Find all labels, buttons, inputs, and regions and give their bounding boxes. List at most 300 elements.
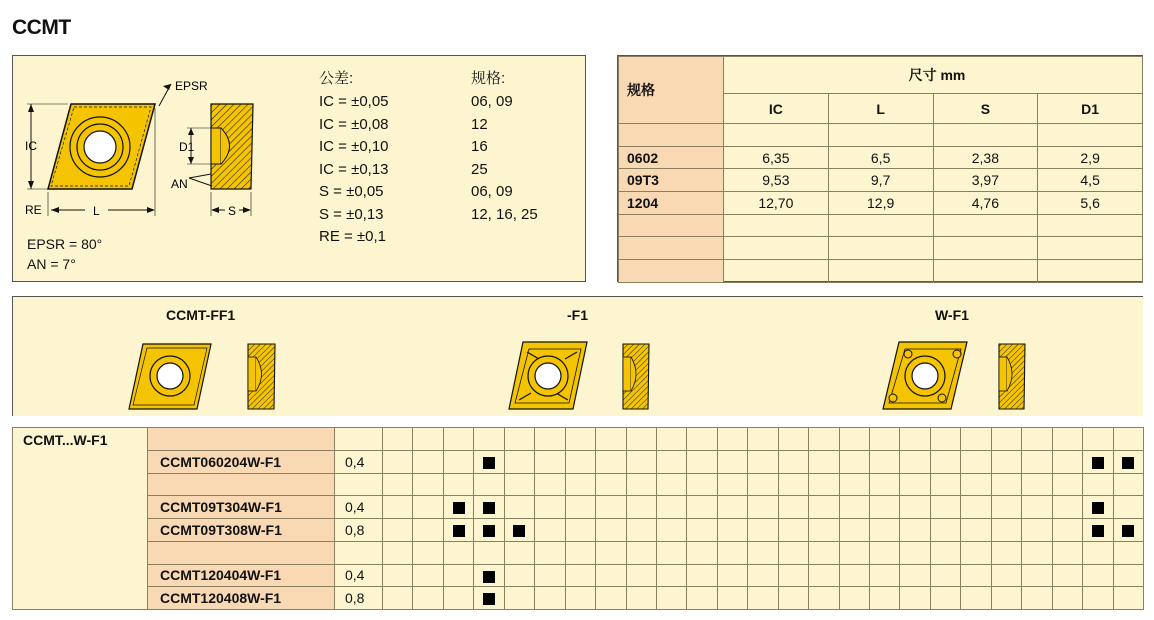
availability-mark-icon [1122,457,1134,469]
grid-cell [596,473,626,496]
grid-cell [717,496,747,519]
grid-cell [900,473,930,496]
grid-cell [1052,496,1082,519]
corner-radius: 0,8 [335,519,383,542]
grid-cell [626,519,656,542]
grid-cell [1022,496,1052,519]
grid-cell [778,564,808,587]
grid-cell [1022,564,1052,587]
table-row [619,192,1143,215]
grid-cell [687,450,717,473]
product-row [13,564,1144,587]
column-header: D1 [1038,94,1143,124]
product-code: CCMT120404W-F1 [148,564,335,587]
insert-wf1-image [883,342,967,409]
grid-cell [1113,450,1143,473]
grid-cell [687,428,717,451]
grid-cell [383,587,413,610]
tolerance-item: IC = ±0,08 [319,115,389,133]
grid-cell [413,587,443,610]
grid-cell [443,428,473,451]
product-row [13,450,1144,473]
grid-cell [383,496,413,519]
grid-cell [565,450,595,473]
grid-cell [626,496,656,519]
grid-cell [504,428,534,451]
grid-cell [930,519,960,542]
availability-mark-icon [453,525,465,537]
tolerance-size-list [471,66,538,226]
insert-types-panel [12,296,1143,416]
grid-cell [930,564,960,587]
availability-mark-icon [1092,457,1104,469]
grid-cell [1113,473,1143,496]
grid-cell [900,541,930,564]
grid-cell [474,564,504,587]
corner-radius [335,428,383,451]
grid-cell [656,519,686,542]
product-code [148,428,335,451]
epsr-note: EPSR = 80° [27,236,103,252]
grid-cell [413,519,443,542]
grid-cell [1083,473,1113,496]
type-label-ff1: CCMT-FF1 [166,307,236,323]
grid-cell [1083,519,1113,542]
corner-radius: 0,8 [335,587,383,610]
table-cell: 5,6 [1038,192,1143,215]
tolerance-item: RE = ±0,1 [319,228,387,245]
table-cell: 6,35 [724,146,829,169]
grid-cell [870,564,900,587]
grid-cell [778,519,808,542]
grid-cell [748,519,778,542]
grid-cell [930,450,960,473]
grid-cell [474,496,504,519]
grid-cell [535,587,565,610]
grid-cell [443,450,473,473]
grid-cell [535,564,565,587]
grid-cell [1022,473,1052,496]
grid-cell [717,564,747,587]
grid-cell [687,587,717,610]
grid-cell [1052,564,1082,587]
grid-cell [1113,428,1143,451]
grid-cell [961,450,991,473]
grid-cell [596,587,626,610]
grid-cell [565,473,595,496]
grid-cell [565,496,595,519]
tolerance-size-item: 16 [471,138,488,155]
grid-cell [383,450,413,473]
grid-cell [535,428,565,451]
grid-cell [717,587,747,610]
grid-cell [1083,587,1113,610]
grid-cell [991,428,1021,451]
tolerance-item: IC = ±0,10 [319,138,389,155]
grid-cell [413,473,443,496]
grid-cell [565,587,595,610]
grid-cell [504,587,534,610]
product-row [13,473,1144,496]
grid-cell [930,473,960,496]
grid-cell [1052,450,1082,473]
availability-mark-icon [453,502,465,514]
table-cell: 12,9 [828,192,933,215]
availability-mark-icon [483,525,495,537]
grid-cell [961,473,991,496]
grid-cell [535,541,565,564]
size-header: 规格: [471,70,506,87]
grid-cell [1022,587,1052,610]
availability-mark-icon [513,525,525,537]
product-code: CCMT120408W-F1 [148,587,335,610]
grid-cell [961,564,991,587]
grid-cell [930,541,960,564]
product-code: CCMT09T304W-F1 [148,496,335,519]
grid-cell [1052,541,1082,564]
grid-cell [870,541,900,564]
grid-cell [870,496,900,519]
grid-cell [474,450,504,473]
grid-cell [1113,564,1143,587]
grid-cell [656,564,686,587]
grid-cell [1052,519,1082,542]
tolerance-size-item: 12 [471,115,488,133]
size-code: 1204 [619,192,724,215]
column-header: S [933,94,1038,124]
grid-cell [413,564,443,587]
grid-cell [870,428,900,451]
grid-cell [443,496,473,519]
grid-cell [535,473,565,496]
table-cell: 4,5 [1038,169,1143,192]
table-cell: 2,38 [933,146,1038,169]
table-cell: 3,97 [933,169,1038,192]
grid-cell [687,496,717,519]
grid-cell [778,473,808,496]
table-row [619,146,1143,169]
grid-cell [1022,428,1052,451]
grid-cell [656,496,686,519]
grid-cell [717,519,747,542]
grid-cell [991,519,1021,542]
grid-cell [839,428,869,451]
grid-cell [1052,587,1082,610]
grid-cell [930,496,960,519]
grid-cell [626,564,656,587]
grid-cell [596,519,626,542]
insert-f1-side-image [623,344,649,409]
table-cell: 2,9 [1038,146,1143,169]
grid-cell [870,519,900,542]
grid-cell [991,541,1021,564]
table-cell: 9,53 [724,169,829,192]
grid-cell [656,428,686,451]
unit-header: 尺寸 mm [724,57,1143,94]
grid-cell [809,564,839,587]
grid-cell [383,473,413,496]
product-grid [12,427,1143,609]
table-cell: 12,70 [724,192,829,215]
product-code [148,541,335,564]
grid-cell [991,587,1021,610]
corner-radius [335,541,383,564]
grid-cell [596,541,626,564]
grid-cell [565,564,595,587]
grid-cell [961,541,991,564]
grid-cell [748,428,778,451]
grid-cell [809,450,839,473]
grid-cell [687,519,717,542]
grid-cell [383,519,413,542]
grid-cell [443,541,473,564]
ic-dim-label: IC [25,139,37,153]
re-dim-label: RE [25,203,42,217]
grid-cell [748,564,778,587]
column-header: L [828,94,933,124]
product-row [13,541,1144,564]
insert-wf1-side-image [999,344,1025,409]
grid-cell [504,541,534,564]
grid-cell [900,428,930,451]
grid-cell [839,541,869,564]
product-code [148,473,335,496]
grid-cell [717,473,747,496]
product-row [13,428,1144,451]
grid-cell [535,519,565,542]
grid-cell [717,541,747,564]
table-cell: 6,5 [828,146,933,169]
grid-cell [656,450,686,473]
grid-cell [656,541,686,564]
grid-cell [656,587,686,610]
grid-cell [839,564,869,587]
grid-cell [626,587,656,610]
grid-cell [596,564,626,587]
grid-cell [687,564,717,587]
grid-cell [717,450,747,473]
grid-cell [596,496,626,519]
tolerance-size-item: 12, 16, 25 [471,205,538,223]
size-code: 09T3 [619,169,724,192]
size-table [617,55,1143,282]
grid-cell [1052,473,1082,496]
grid-cell [961,587,991,610]
tolerance-item: IC = ±0,05 [319,93,389,110]
size-code: 0602 [619,146,724,169]
grid-cell [383,428,413,451]
tolerance-header: 公差: [319,70,354,87]
grid-cell [839,450,869,473]
grid-cell [991,496,1021,519]
grid-cell [839,587,869,610]
type-label-wf1: W-F1 [935,307,969,323]
grid-cell [778,450,808,473]
grid-cell [809,541,839,564]
product-row [13,496,1144,519]
grid-cell [930,587,960,610]
availability-mark-icon [483,593,495,605]
tolerance-size-item: 25 [471,160,488,178]
grid-cell [870,587,900,610]
grid-cell [809,496,839,519]
grid-cell [809,587,839,610]
grid-cell [900,587,930,610]
grid-cell [687,473,717,496]
grid-cell [383,564,413,587]
grid-cell [778,496,808,519]
grid-cell [596,428,626,451]
type-label-f1: -F1 [567,307,588,323]
grid-cell [748,587,778,610]
corner-radius [335,473,383,496]
grid-cell [748,541,778,564]
grid-cell [748,473,778,496]
grid-cell [809,428,839,451]
spec-panel [12,55,586,282]
grid-cell [413,541,443,564]
corner-radius: 0,4 [335,450,383,473]
l-dim-label: L [93,204,100,218]
grid-cell [626,473,656,496]
grid-cell [413,428,443,451]
grid-cell [535,450,565,473]
insert-type-images [13,297,1144,417]
grid-cell [474,428,504,451]
availability-mark-icon [483,571,495,583]
grid-cell [961,519,991,542]
grid-cell [1083,564,1113,587]
grid-cell [900,450,930,473]
grid-cell [991,564,1021,587]
row-header: 规格 [619,57,724,124]
grid-cell [1083,428,1113,451]
grid-cell [504,496,534,519]
grid-cell [778,587,808,610]
grid-cell [991,450,1021,473]
grid-cell [504,450,534,473]
grid-cell [991,473,1021,496]
product-row [13,587,1144,610]
grid-cell [474,473,504,496]
grid-cell [839,473,869,496]
tolerance-size-item: 06, 09 [471,93,513,110]
grid-cell [565,428,595,451]
grid-cell [474,587,504,610]
grid-cell [565,541,595,564]
grid-cell [1113,541,1143,564]
an-dim-label: AN [171,177,188,191]
product-row [13,519,1144,542]
availability-mark-icon [1122,525,1134,537]
grid-cell [1022,541,1052,564]
tolerance-item: S = ±0,05 [319,183,384,200]
availability-mark-icon [1092,525,1104,537]
grid-cell [809,473,839,496]
grid-cell [1052,428,1082,451]
table-row [619,169,1143,192]
grid-cell [1083,450,1113,473]
grid-cell [504,519,534,542]
availability-mark-icon [483,502,495,514]
epsr-dim-label: EPSR [175,79,208,93]
grid-cell [870,473,900,496]
grid-cell [930,428,960,451]
grid-cell [413,450,443,473]
grid-cell [1022,519,1052,542]
corner-radius: 0,4 [335,564,383,587]
d1-dim-label: D1 [179,140,195,154]
grid-cell [687,541,717,564]
grid-cell [656,473,686,496]
page-title: CCMT [12,16,71,39]
grid-cell [504,564,534,587]
an-note: AN = 7° [27,256,76,272]
grid-cell [900,519,930,542]
grid-cell [778,428,808,451]
grid-cell [839,519,869,542]
angle-notes [27,234,102,274]
tolerance-item: IC = ±0,13 [319,160,389,178]
grid-cell [748,496,778,519]
grid-cell [839,496,869,519]
grid-cell [1113,587,1143,610]
grid-cell [626,450,656,473]
grid-cell [504,473,534,496]
table-cell: 9,7 [828,169,933,192]
s-dim-label: S [228,204,237,218]
grid-cell [626,428,656,451]
insert-f1-image [509,342,587,409]
grid-cell [474,541,504,564]
grid-cell [443,564,473,587]
grid-cell [1113,496,1143,519]
availability-mark-icon [483,457,495,469]
grid-cell [1113,519,1143,542]
group-label: CCMT...W-F1 [13,428,148,610]
grid-cell [809,519,839,542]
grid-cell [748,450,778,473]
grid-cell [1083,496,1113,519]
grid-cell [1083,541,1113,564]
corner-radius: 0,4 [335,496,383,519]
grid-cell [535,496,565,519]
grid-cell [961,428,991,451]
grid-cell [626,541,656,564]
grid-cell [443,519,473,542]
grid-cell [900,496,930,519]
tolerance-list [319,66,389,249]
tolerance-size-item: 06, 09 [471,183,513,200]
grid-cell [870,450,900,473]
grid-cell [413,496,443,519]
grid-cell [717,428,747,451]
product-code: CCMT060204W-F1 [148,450,335,473]
column-header: IC [724,94,829,124]
grid-cell [778,541,808,564]
table-cell: 4,76 [933,192,1038,215]
grid-cell [443,473,473,496]
grid-cell [565,519,595,542]
product-code: CCMT09T308W-F1 [148,519,335,542]
grid-cell [596,450,626,473]
insert-ff1-side-image [248,344,275,409]
grid-cell [474,519,504,542]
tolerance-item: S = ±0,13 [319,205,384,223]
grid-cell [383,541,413,564]
insert-ff1-image [129,344,211,409]
grid-cell [1022,450,1052,473]
